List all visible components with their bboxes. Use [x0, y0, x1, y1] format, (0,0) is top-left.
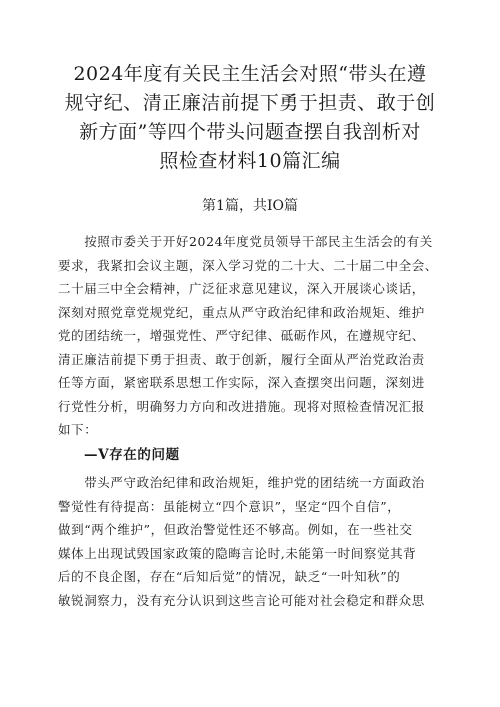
title-line: 规守纪、清正廉洁前提下勇于担责、敢于创: [64, 92, 436, 114]
text-line: 带头严守政治纪律和政治规矩，维护党的团结统一方面政治: [58, 475, 425, 490]
section-heading: —V存在的问题: [84, 446, 180, 463]
text-line: 行党性分析，明确努力方向和改进措施。现将对照检查情况汇报: [58, 398, 425, 414]
problem-paragraph: [58, 471, 442, 612]
intro-paragraph: [58, 230, 442, 442]
text-line: 清正廉洁前提下勇于担责、敢于创新，履行全面从严治党政治责: [58, 351, 425, 367]
text-line: 二十届三中全会精神，广泛征求意见建议，深入开展谈心谈话，: [58, 281, 425, 296]
document-subtitle: 第1篇，共IO篇: [202, 198, 298, 214]
text-line: 党的团结统一，增强党性、严守纪律、砥砺作风，在遵规守纪、: [58, 328, 425, 343]
title-line: 新方面”等四个带头问题查摆自我剖析对: [79, 121, 421, 143]
text-line: 后的不良企图，存在“后知后觉”的情况，缺乏“一叶知秋”的: [58, 569, 401, 584]
text-line: 要求，我紧扣会议主题，深入学习党的二十大、二十届二中全会、: [58, 257, 438, 273]
document-body: [58, 230, 442, 612]
text-line: 媒体上出现试毁国家政策的隐晦言论时,未能第一时间察觉其背: [58, 545, 417, 561]
text-line: 如下：: [58, 422, 98, 437]
text-line: 深刻对照党章党规党纪，重点从严守政治纪律和政治规矩、维护: [58, 304, 425, 320]
title-line: 照检查材料10篇汇编: [159, 150, 341, 172]
text-line: 警觉性有待提高：虽能树立“四个意识”，坚定“四个自信”，: [58, 498, 401, 514]
text-line: 敏锐洞察力，没有充分认识到这些言论可能对社会稳定和群众思: [58, 592, 425, 608]
text-line: 任等方面，紧密联系思想工作实际，深入查摆突出问题，深刻进: [58, 375, 425, 390]
text-line: 按照市委关于开好2024年度党员领导干部民主生活会的有关: [58, 234, 433, 249]
document-title: [58, 0, 442, 176]
text-line: 做到“两个维护”，但政治警觉性还不够高。例如，在一些社交: [58, 522, 413, 537]
title-line: 2024年度有关民主生活会对照“带头在遵: [73, 63, 427, 85]
